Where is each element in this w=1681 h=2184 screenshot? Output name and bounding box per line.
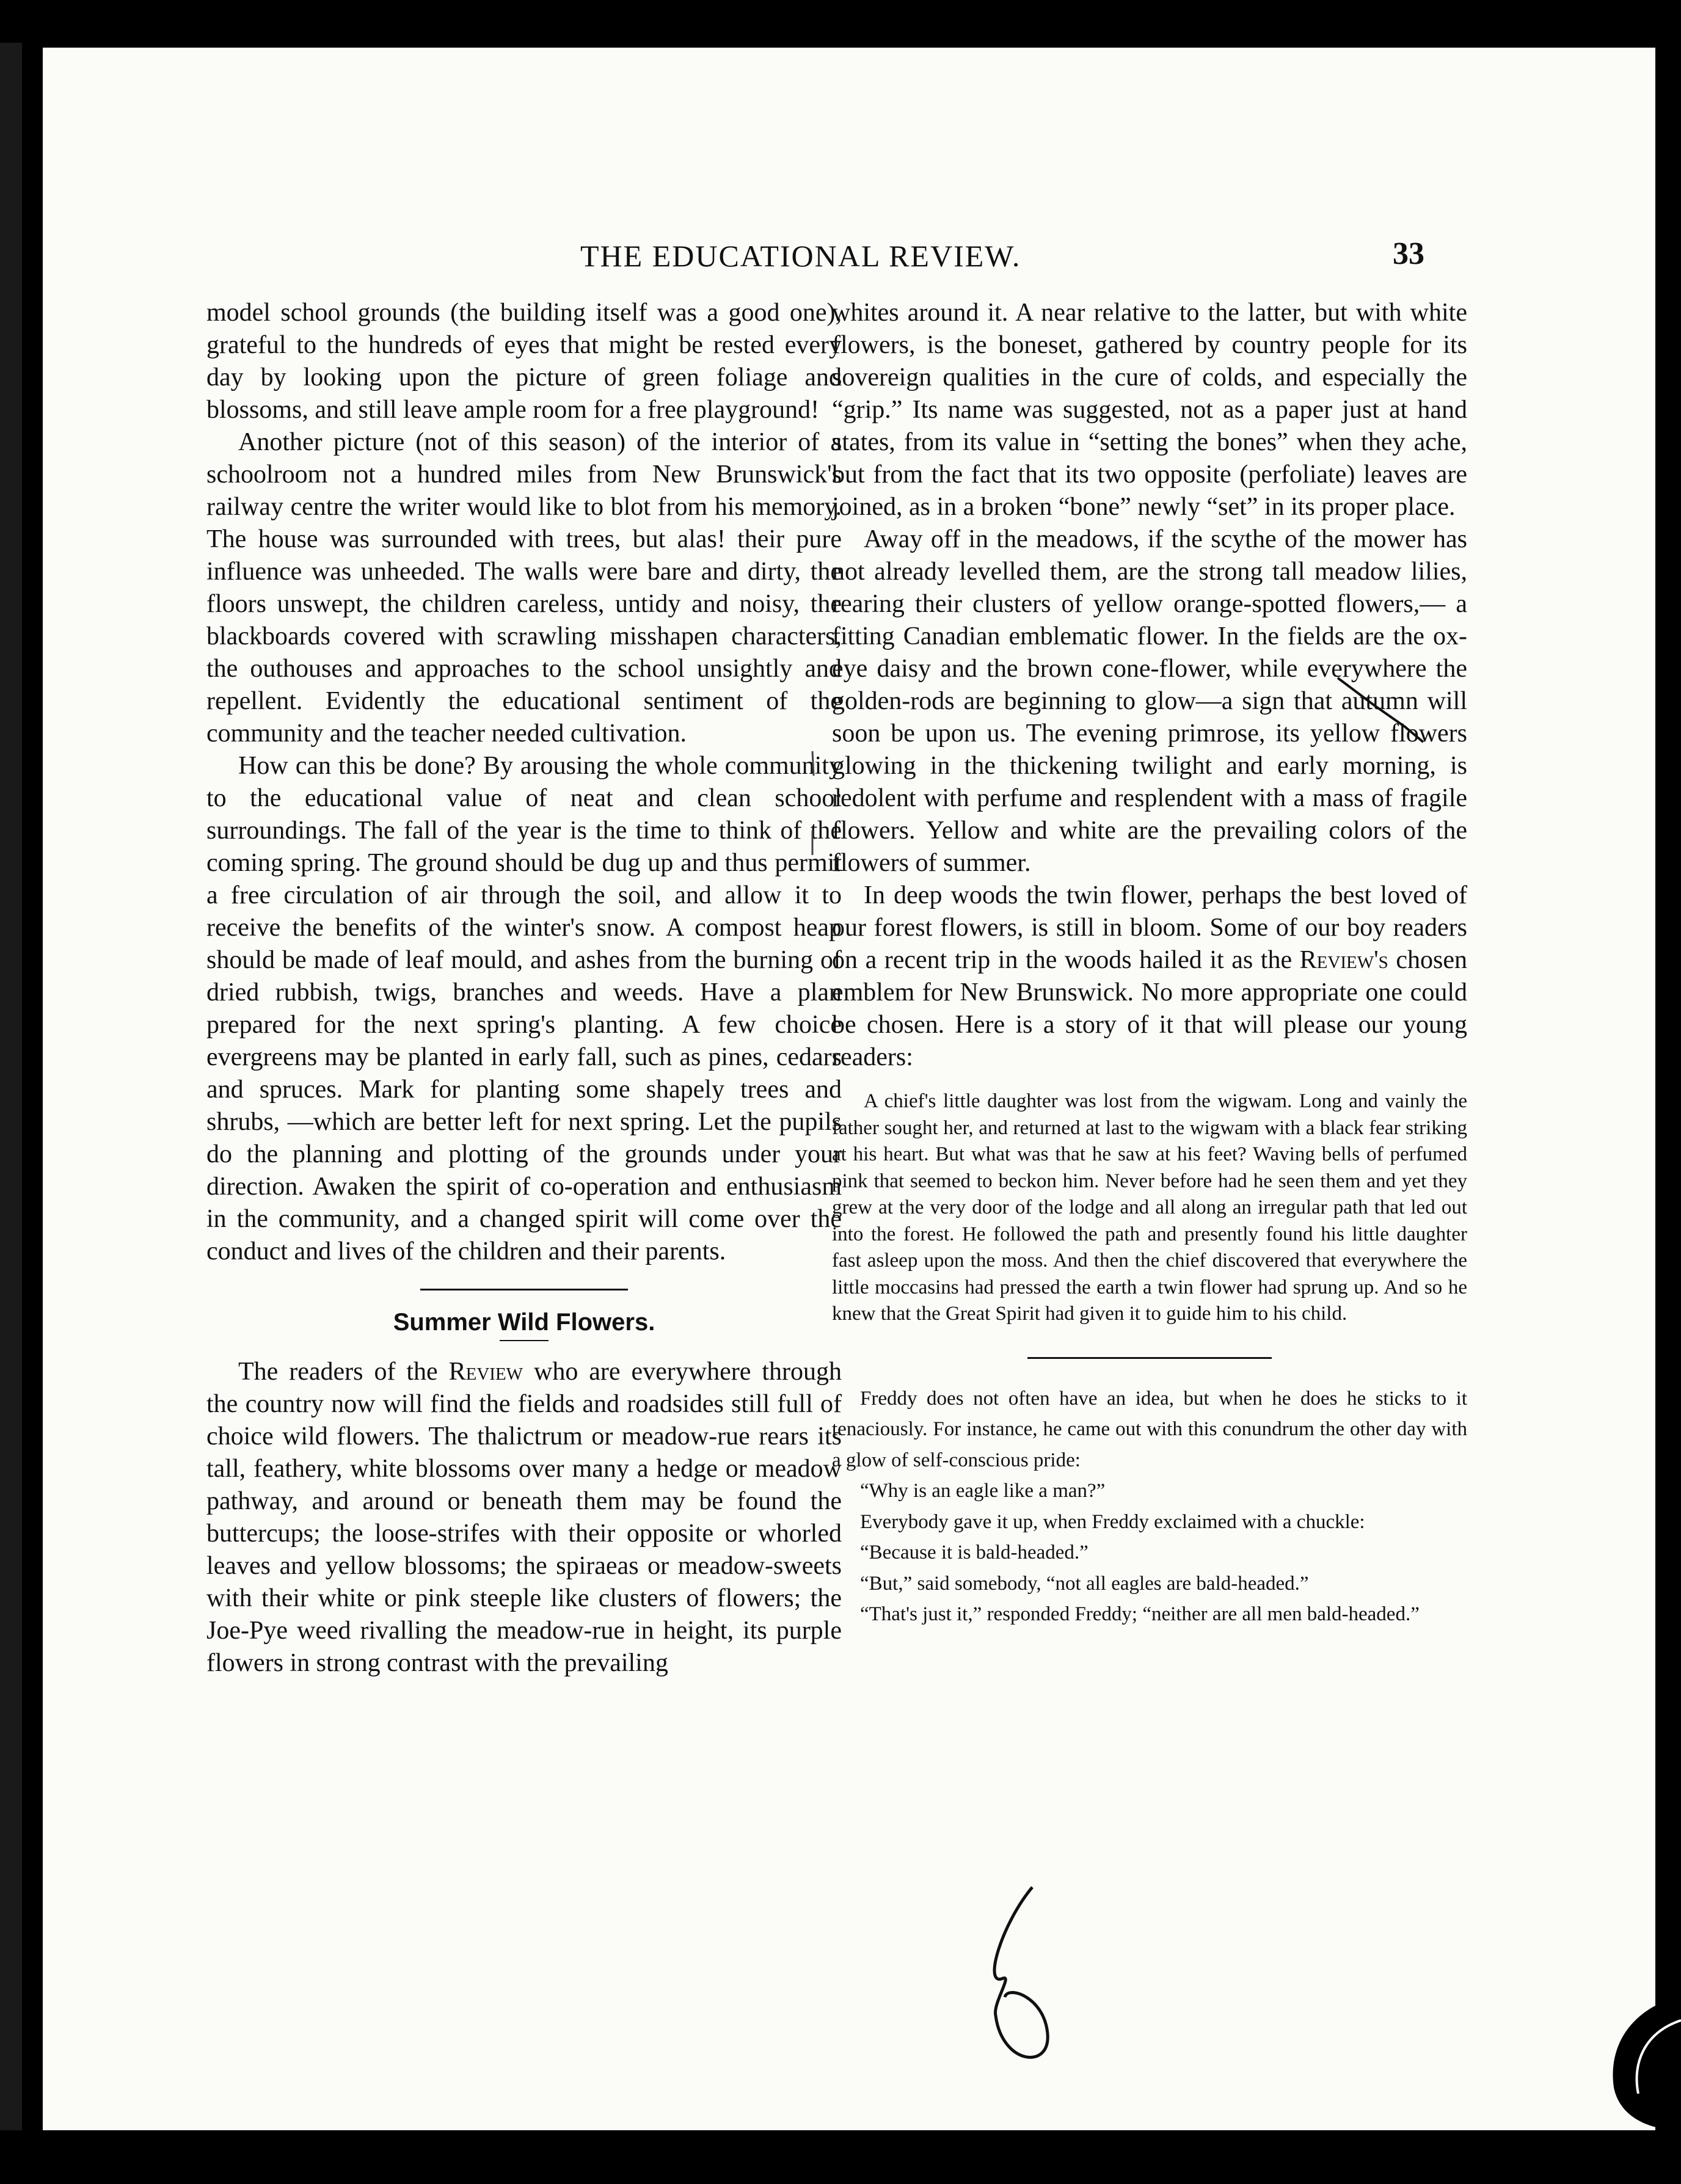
paragraph: How can this be done? By arousing the whole community to the educational value of neat and clean school surroundings. The fall of the year is the time to think of the coming spring. The ground should be dug up and thus permit a free circulation of air through the soil, and allow it to receive the benefits of the winter's snow. A compost heap should be made of leaf mould, and ashes from the burning of dried rubbish, twigs, branches and weeds. Have a plan prepared for the next spring's planting. A few choice evergreens may be planted in early fall, such as pines, cedars and spruces. Mark for planting some shapely trees and shrubs, —which are better left for next spring. Let the pupils do the planning and plotting of the grounds under your direction. Awaken the spirit of co-operation and enthusiasm in the community, and a changed spirit will come over the conduct and lives of the children and their parents. xyxy=(206,752,842,1265)
document-page xyxy=(43,48,1655,2130)
review-name: Review's xyxy=(1299,946,1388,974)
section-divider xyxy=(420,1289,628,1290)
dialogue-line: “Because it is bald-headed.” xyxy=(860,1542,1088,1563)
paragraph-text: In deep woods the twin flower, perhaps the best loved of our forest flowers, is still in bloom. Some of our boy readers on a recent trip in the woods hailed it as the xyxy=(832,881,1467,974)
scan-corner-artifact xyxy=(1559,1996,1681,2130)
dialogue-line: “Why is an eagle like a man?” xyxy=(860,1480,1106,1502)
section-title: Summer Wild Flowers. xyxy=(393,1309,655,1336)
paragraph: Another picture (not of this season) of the interior of a schoolroom not a hundred miles from New Brunswick's railway centre the writer would like to blot from his memory. The house was surrounded with trees, but alas! their pure influence was unheeded. The walls were bare and dirty, the floors unswept, the children careless, untidy and noisy, the blackboards covered with scrawling misshapen characters, the outhouses and approaches to the school unsightly and repellent. Evidently the educational sentiment of the community and the teacher needed cultivation. xyxy=(206,428,842,748)
paragraph xyxy=(206,1356,842,1680)
paragraph xyxy=(832,879,1467,1074)
dialogue-line: “But,” said somebody, “not all eagles are bald-headed.” xyxy=(860,1572,1309,1595)
paragraph: Freddy does not often have an idea, but when he does he sticks to it tenaciously. For instance, he came out with this conundrum the other day with a glow of self-conscious pride: xyxy=(832,1387,1467,1471)
section-divider xyxy=(1027,1357,1272,1359)
paragraph-text: The readers of the xyxy=(238,1358,449,1386)
dialogue-line: Everybody gave it up, when Freddy exclaimed with a chuckle: xyxy=(860,1510,1365,1533)
paragraph: model school grounds (the building itself was a good one), grateful to the hundreds of eyes that might be rested every day by looking upon the picture of green foliage and blossoms, and still leave ample room for a free playground! xyxy=(206,299,842,424)
running-head-title: THE EDUCATIONAL REVIEW. xyxy=(580,239,1021,273)
paragraph-text: chosen emblem for New Brunswick. No more appropriate one could be chosen. Here is a story of it that will please our young readers: xyxy=(832,946,1467,1071)
dialogue-line: “That's just it,” responded Freddy; “neither are all men bald-headed.” xyxy=(860,1603,1420,1625)
scan-left-edge xyxy=(0,43,22,2144)
title-underline xyxy=(500,1340,549,1341)
freddy-anecdote xyxy=(832,1383,1467,1630)
review-name: Review xyxy=(448,1358,523,1386)
left-column xyxy=(206,297,842,1680)
paragraph: Away off in the meadows, if the scythe of the mower has not already levelled them, are the strong tall meadow lilies, rearing their clusters of yellow orange-spotted flowers,— a fitting Canadian emblematic flower. In the fields are the ox-eye daisy and the brown cone-flower, while everywhere the golden-rods are beginning to glow—a sign that autumn will soon be upon us. The evening primrose, its yellow flowers glowing in the thickening twilight and early morning, is redolent with perfume and resplendent with a mass of fragile flowers. Yellow and white are the prevailing colors of the flowers of summer. xyxy=(832,525,1467,877)
right-column xyxy=(832,297,1467,1630)
page-header xyxy=(43,231,1655,292)
paragraph: whites around it. A near relative to the latter, but with white flowers, is the boneset, gathered by country people for its sovereign qualities in the cure of colds, and especially the “grip.” Its name was suggested, not as a paper just at hand states, from its value in “setting the bones” when they ache, but from the fact that its two opposite (perfoliate) leaves are joined, as in a broken “bone” newly “set” in its proper place. xyxy=(832,299,1467,521)
twin-flower-story: A chief's little daughter was lost from the wigwam. Long and vainly the father sought her, and returned at last to the wigwam with a black fear striking at his heart. But what was that he saw at his feet? Waving bells of perfumed pink that seemed to beckon him. Never before had he seen them and yet they grew at the very door of the lodge and all along an irregular path that led out into the forest. He followed the path and presently found his little daughter fast asleep upon the moss. And then the chief discovered that everywhere the little moccasins had pressed the earth a twin flower had sprung up. And so he knew that the Great Spirit had given it to guide him to his child. xyxy=(832,1090,1467,1325)
paragraph-text: who are everywhere through the country now will find the fields and roadsides still full of choice wild flowers. The thalictrum or meadow-rue rears its tall, feathery, white blossoms over many a hedge or meadow pathway, and around or beneath them may be found the buttercups; the loose-strifes with their opposite or whorled leaves and yellow blossoms; the spiraeas or meadow-sweets with their white or pink steeple like clusters of flowers; the Joe-Pye weed rivalling the meadow-rue in height, its purple flowers in strong contrast with the prevailing xyxy=(206,1358,842,1677)
page-number: 33 xyxy=(1393,236,1424,271)
scan-bottom-edge xyxy=(0,2130,1681,2184)
